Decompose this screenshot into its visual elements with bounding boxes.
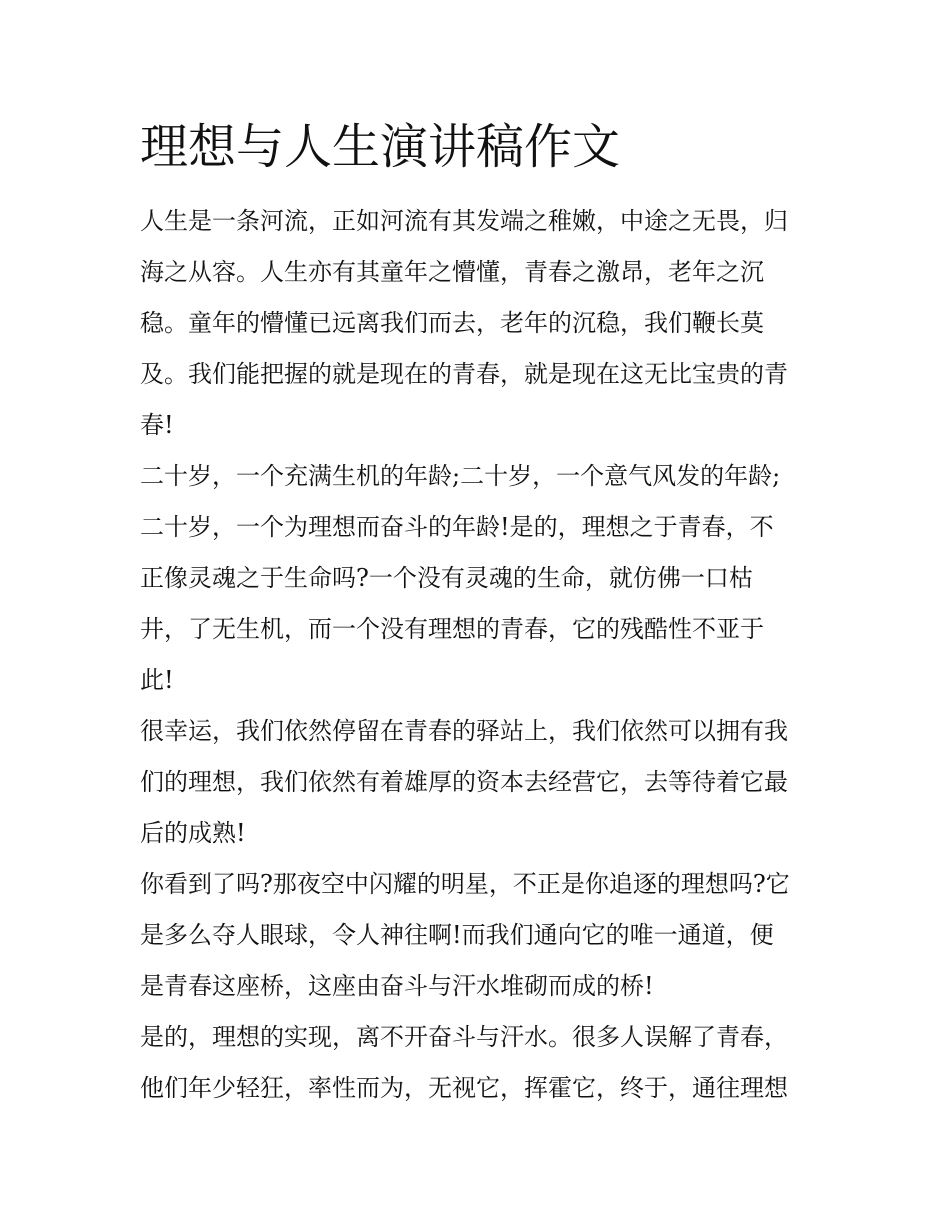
text-line: 是多么夺人眼球，令人神往啊!而我们通向它的唯一通道，便 <box>140 921 774 949</box>
text-line: 井，了无生机，而一个没有理想的青春，它的残酷性不亚于 <box>140 615 764 643</box>
text-line: 二十岁，一个为理想而奋斗的年龄!是的，理想之于青春，不 <box>140 513 774 541</box>
text-line: 他们年少轻狂，率性而为，无视它，挥霍它，终于，通往理想 <box>140 1074 788 1102</box>
text-line: 正像灵魂之于生命吗?一个没有灵魂的生命，就仿佛一口枯 <box>140 564 753 592</box>
text-line: 春! <box>140 411 174 439</box>
text-line: 们的理想，我们依然有着雄厚的资本去经营它，去等待着它最 <box>140 768 788 796</box>
text-line: 你看到了吗?那夜空中闪耀的明星，不正是你追逐的理想吗?它 <box>140 870 790 898</box>
text-line: 后的成熟! <box>140 819 246 847</box>
text-line: 是青春这座桥，这座由奋斗与汗水堆砌而成的桥! <box>140 972 654 1000</box>
text-line: 是的，理想的实现，离不开奋斗与汗水。很多人误解了青春， <box>140 1023 788 1051</box>
text-line: 及。我们能把握的就是现在的青春，就是现在这无比宝贵的青 <box>140 360 788 388</box>
document-title: 理想与人生演讲稿作文 <box>140 119 621 175</box>
document-body <box>140 196 820 1114</box>
text-line: 此! <box>140 666 174 694</box>
text-line: 海之从容。人生亦有其童年之懵懂，青春之激昂，老年之沉 <box>140 258 764 286</box>
text-line: 稳。童年的懵懂已远离我们而去，老年的沉稳，我们鞭长莫 <box>140 309 764 337</box>
text-line: 人生是一条河流，正如河流有其发端之稚嫩，中途之无畏，归 <box>140 207 788 235</box>
text-line: 二十岁，一个充满生机的年龄;二十岁，一个意气风发的年龄; <box>140 462 781 490</box>
text-line: 很幸运，我们依然停留在青春的驿站上，我们依然可以拥有我 <box>140 717 788 745</box>
